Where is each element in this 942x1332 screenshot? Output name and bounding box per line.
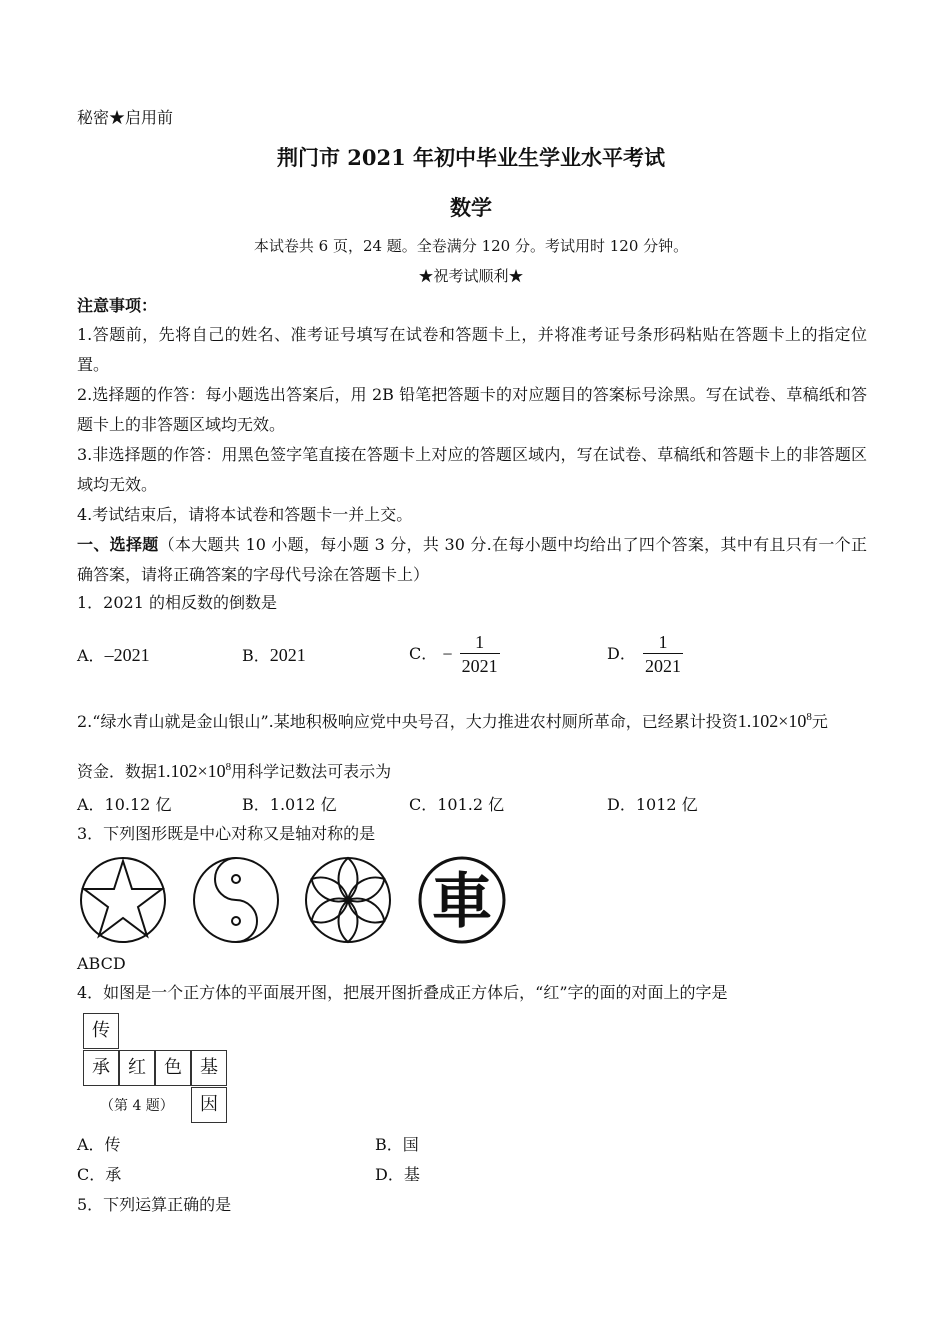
fraction-numerator: 1	[643, 632, 683, 654]
sci-number	[738, 711, 812, 731]
notes-heading: 注意事项：	[77, 296, 158, 315]
sci-base: 1.102×10	[157, 761, 226, 781]
section-desc: （本大题共 10 小题，每小题 3 分，共 30 分.在每小题中均给出了四个答案，其中有且只有一个正确答案，请将正确答案的字母代号涂在答题卡上）	[77, 535, 867, 584]
q1-option-c	[409, 632, 500, 676]
q2-line2-start: 资金．数据	[77, 762, 158, 781]
q3-figure-labels: ABCD	[77, 954, 126, 973]
q2-stem	[77, 707, 828, 732]
q1-option-d	[607, 632, 683, 676]
figure-d-char: 車	[432, 867, 492, 937]
q5-stem: 5．下列运算正确的是	[77, 1195, 232, 1214]
q2-option-d: D．1012 亿	[607, 795, 698, 814]
q1-option-a	[77, 645, 150, 666]
good-luck: ★祝考试顺利★	[418, 267, 524, 285]
q4-option-a: A．传	[77, 1135, 121, 1154]
minus-sign: −	[442, 644, 453, 664]
q4-option-d: D．基	[375, 1165, 420, 1184]
figure-c-flower	[306, 858, 390, 942]
figure-d-character-circle	[420, 858, 504, 942]
net-cell: 色	[155, 1050, 191, 1086]
q3-stem: 3．下列图形既是中心对称又是轴对称的是	[77, 824, 376, 843]
note-item: 2.选择题的作答：每小题选出答案后，用 2B 铅笔把答题卡的对应题目的答案标号涂黑。写在试卷、草稿纸和答题卡上的非答题区域均无效。	[77, 385, 867, 434]
sci-exponent: 8	[225, 761, 232, 773]
sci-exponent: 8	[806, 711, 812, 723]
exam-info: 本试卷共 6 页，24 题。全卷满分 120 分。考试用时 120 分钟。	[253, 237, 689, 255]
q1-stem: 1．2021 的相反数的倒数是	[77, 593, 277, 612]
fraction	[643, 632, 683, 676]
subject-title: 数学	[450, 195, 492, 220]
fraction-denominator: 2021	[644, 656, 681, 676]
q3-figures	[78, 856, 508, 946]
q4-stem: 4．如图是一个正方体的平面展开图，把展开图折叠成正方体后，“红”字的面的对面上的字是	[77, 983, 728, 1002]
net-cell: 承	[83, 1050, 119, 1086]
q2-line2-end: 用科学记数法可表示为	[231, 762, 392, 781]
sci-number	[157, 761, 231, 781]
q4-option-b: B．国	[375, 1135, 419, 1154]
section-label: 一、选择题	[77, 535, 159, 554]
q2-option-a: A．10.12 亿	[77, 795, 172, 814]
q2-unit: 元	[811, 712, 828, 731]
note-item: 4.考试结束后，请将本试卷和答题卡一并上交。	[77, 505, 413, 524]
net-cell: 因	[191, 1087, 227, 1123]
figure-caption: （第 4 题）	[100, 1098, 174, 1114]
sci-base: 1.102×10	[737, 711, 807, 731]
net-cell: 传	[83, 1013, 119, 1049]
q2-option-c: C．101.2 亿	[409, 795, 505, 814]
q2-stem-line2	[77, 757, 391, 782]
fraction-denominator: 2021	[461, 656, 498, 676]
option-label: A．	[77, 646, 105, 665]
q2-option-b: B．1.012 亿	[242, 795, 337, 814]
secret-label: 秘密★启用前	[77, 108, 174, 127]
option-label: D．	[607, 644, 636, 663]
exam-title: 荆门市 2021 年初中毕业生学业水平考试	[276, 145, 666, 170]
fraction	[460, 632, 500, 676]
option-label: B．	[242, 646, 270, 665]
q1-option-b	[242, 645, 306, 666]
option-label: C．	[409, 644, 438, 663]
option-value: –2021	[104, 645, 150, 665]
fraction-numerator: 1	[460, 632, 500, 654]
option-value: 2021	[269, 645, 306, 665]
q2-stem-text: 2.“绿水青山就是金山银山”.某地积极响应党中央号召，大力推进农村厕所革命，已经累计投资	[77, 712, 738, 731]
section-intro	[77, 530, 867, 590]
q4-option-c: C．承	[77, 1165, 122, 1184]
net-cell: 基	[191, 1050, 227, 1086]
net-cell: 红	[119, 1050, 155, 1086]
figure-a-star-circle	[81, 858, 165, 942]
note-item: 1.答题前，先将自己的姓名、准考证号填写在试卷和答题卡上，并将准考证号条形码粘贴在答题卡上的指定位置。	[77, 325, 867, 374]
figure-b-yin-yang	[194, 858, 278, 942]
note-item: 3.非选择题的作答：用黑色签字笔直接在答题卡上对应的答题区域内，写在试卷、草稿纸和答题卡上的非答题区域均无效。	[77, 445, 867, 494]
